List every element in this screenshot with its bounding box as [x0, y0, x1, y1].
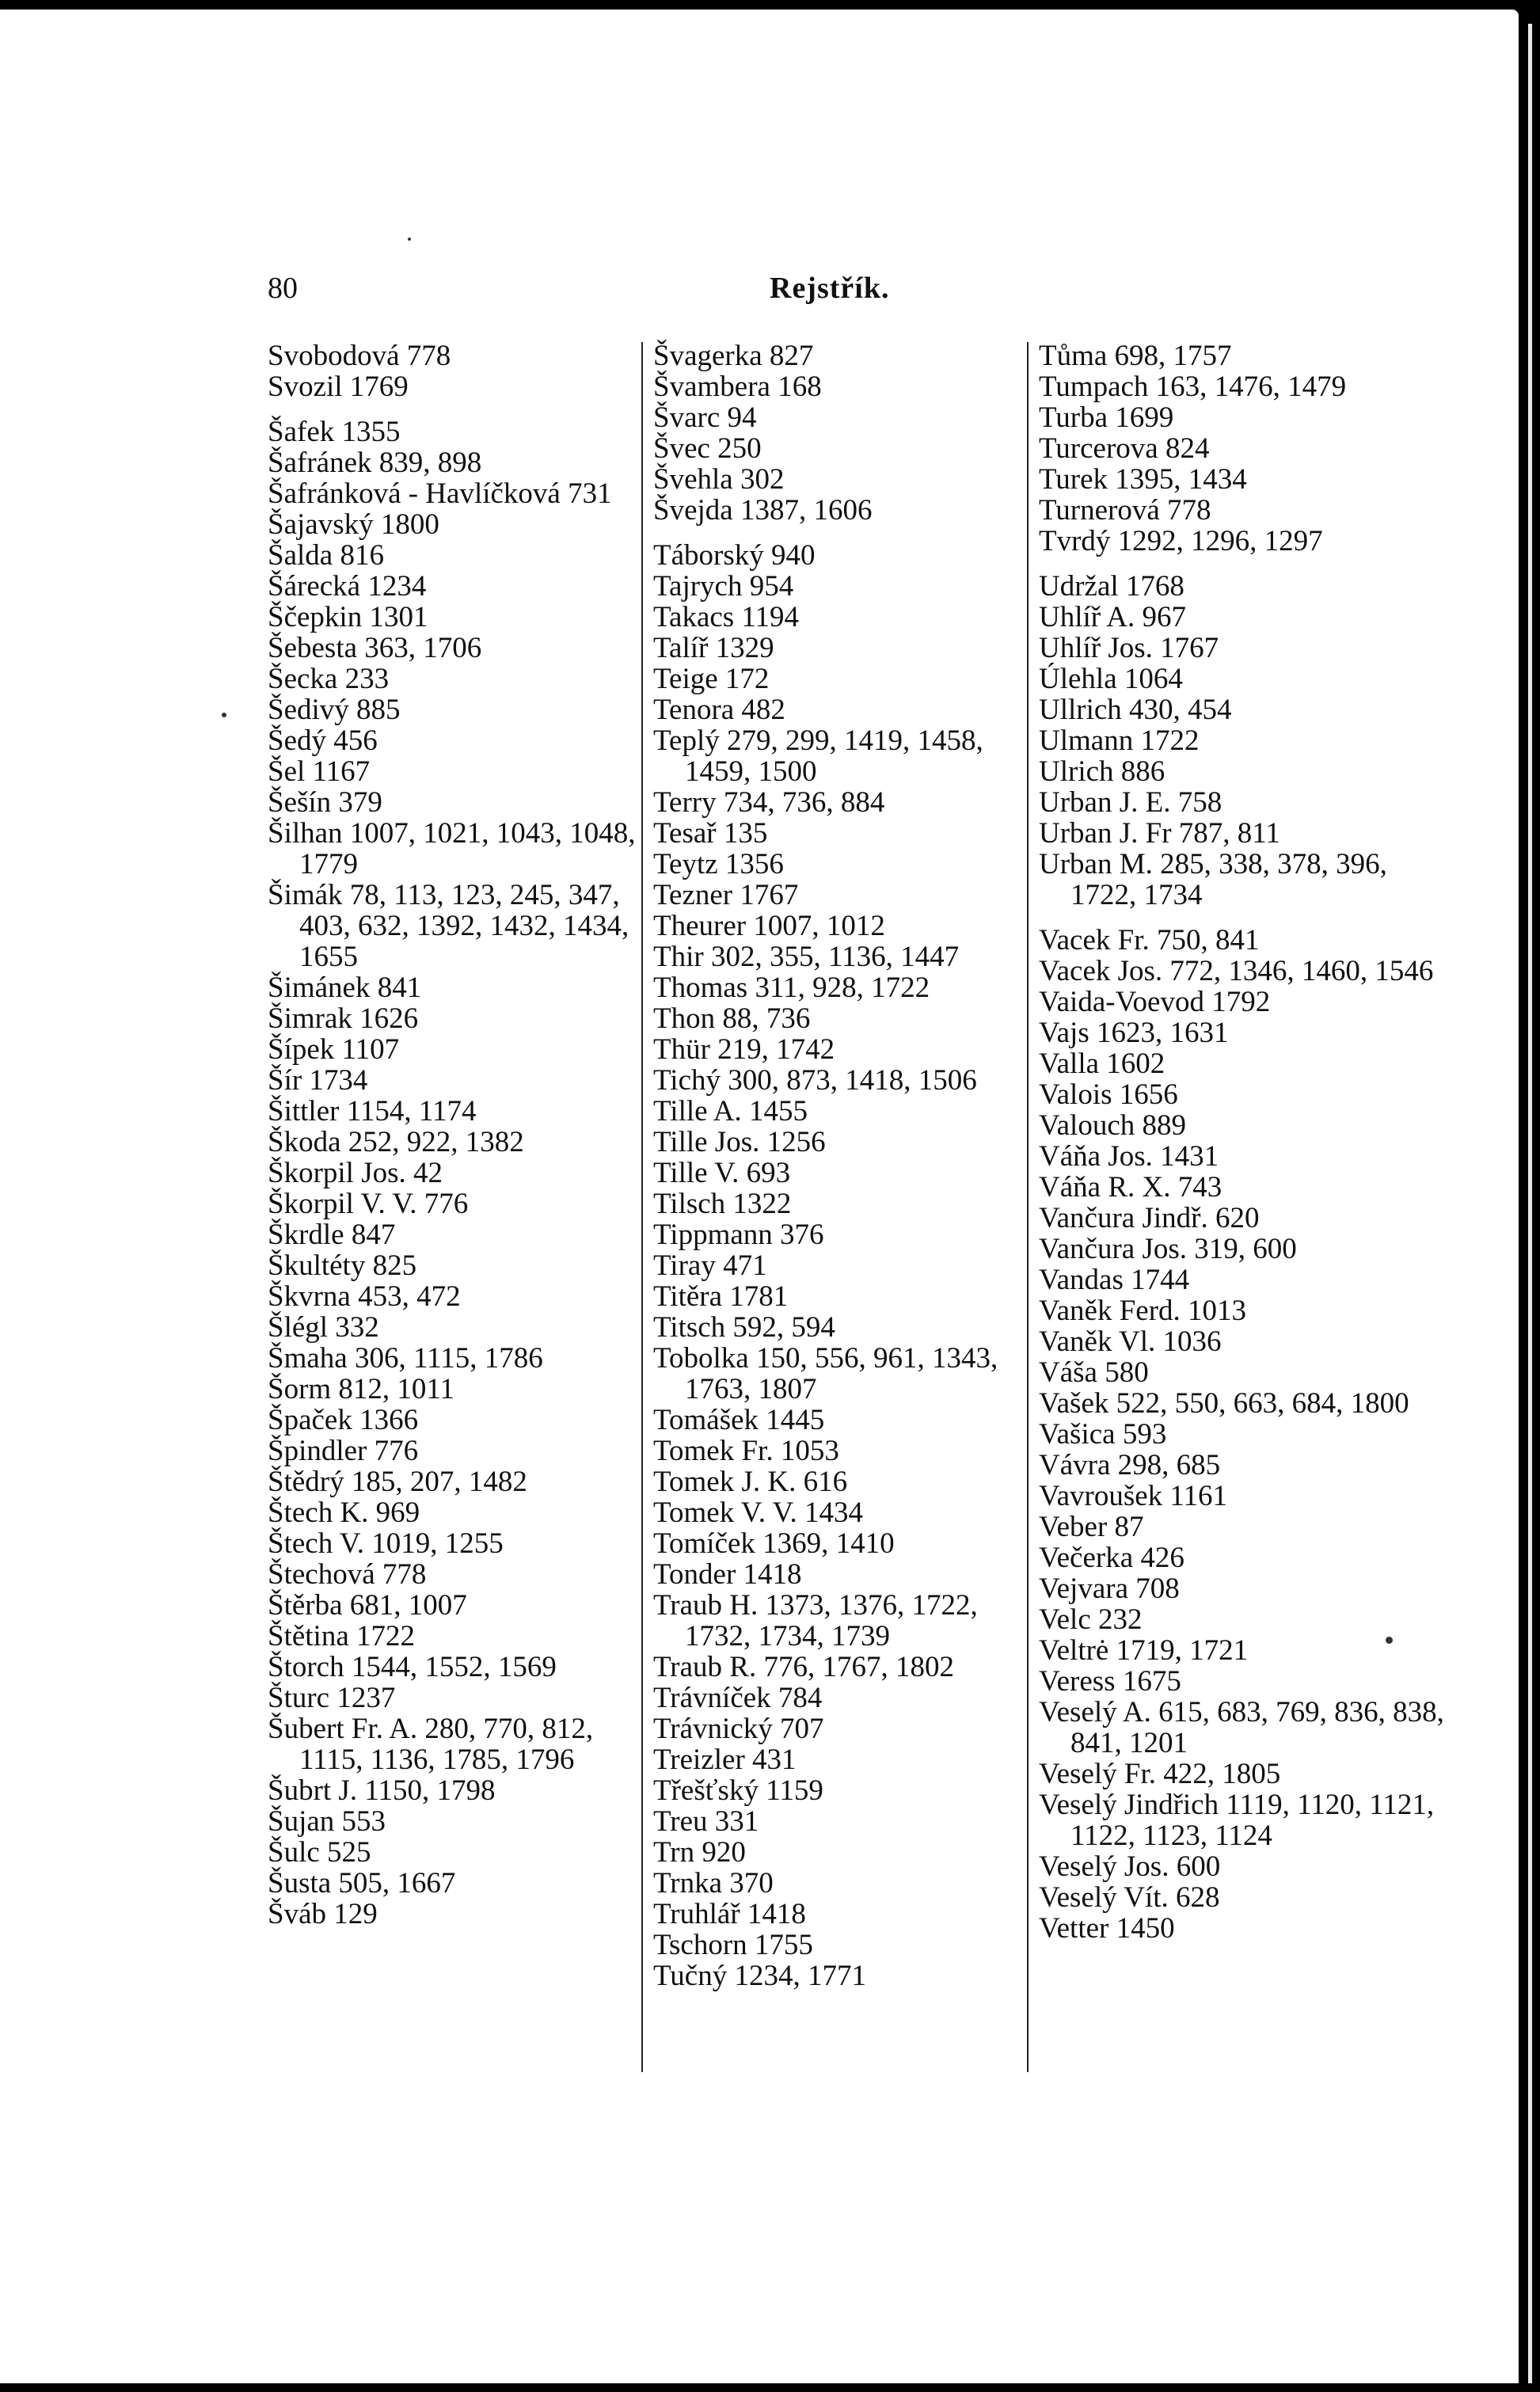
index-entry: Škultéty 825 — [268, 1249, 417, 1282]
index-entry: Táborský 940 — [653, 539, 816, 572]
index-entry: Šilhan 1007, 1021, 1043, 1048, 1779 — [268, 817, 636, 880]
index-entry: Urban M. 285, 338, 378, 396, 1722, 1734 — [1039, 848, 1387, 911]
index-entry: Turek 1395, 1434 — [1039, 463, 1247, 496]
index-entry: Šujan 553 — [268, 1805, 386, 1838]
index-entry: Šváb 129 — [268, 1898, 378, 1930]
index-entry: Tille V. 693 — [653, 1157, 791, 1189]
index-entry: Tomek V. V. 1434 — [653, 1496, 864, 1529]
index-entry: Vaněk Vl. 1036 — [1039, 1325, 1222, 1358]
index-entry: Šimánek 841 — [268, 972, 422, 1004]
index-entry: Tilsch 1322 — [653, 1188, 792, 1220]
index-column-2 — [653, 340, 1029, 1991]
index-column-3 — [1039, 340, 1451, 1944]
index-entry: Šittler 1154, 1174 — [268, 1095, 477, 1128]
index-entry: Valois 1656 — [1039, 1078, 1178, 1111]
index-entry: Štědrý 185, 207, 1482 — [268, 1466, 527, 1498]
index-entry: Truhlář 1418 — [653, 1898, 806, 1930]
index-entry: Šulc 525 — [268, 1836, 371, 1869]
index-entry: Ulrich 886 — [1039, 755, 1165, 788]
index-entry: Štech K. 969 — [268, 1496, 420, 1529]
index-entry: Šípek 1107 — [268, 1033, 400, 1066]
index-entry: Tezner 1767 — [653, 879, 799, 911]
index-entry: Šlégl 332 — [268, 1311, 379, 1344]
index-entry: Šárecká 1234 — [268, 570, 427, 603]
index-entry: Štorch 1544, 1552, 1569 — [268, 1651, 557, 1683]
index-entry: Urban J. E. 758 — [1039, 786, 1222, 819]
index-entry: Tichý 300, 873, 1418, 1506 — [653, 1064, 977, 1097]
index-entry: Vetter 1450 — [1039, 1912, 1175, 1945]
index-entry: Váňa R. X. 743 — [1039, 1171, 1222, 1204]
index-entry: Třešťský 1159 — [653, 1774, 823, 1807]
index-entry: Švehla 302 — [653, 463, 785, 496]
running-head: Rejstřík. — [770, 272, 890, 305]
index-entry: Švec 250 — [653, 432, 762, 465]
index-entry: Teytz 1356 — [653, 848, 784, 880]
index-entry: Šajavský 1800 — [268, 508, 439, 541]
index-entry: Šafránek 839, 898 — [268, 447, 482, 479]
index-entry: Šešín 379 — [268, 786, 382, 819]
index-entry: Trávnický 707 — [653, 1713, 824, 1745]
index-entry: Švambera 168 — [653, 371, 822, 403]
index-entry: Tesař 135 — [653, 817, 768, 850]
page-edge — [1528, 24, 1532, 2383]
index-entry: Škvrna 453, 472 — [268, 1280, 461, 1313]
index-entry: Škrdle 847 — [268, 1219, 396, 1251]
index-entry: Vejvara 708 — [1039, 1572, 1180, 1605]
index-entry: Škorpil Jos. 42 — [268, 1157, 443, 1189]
index-entry: Tomek J. K. 616 — [653, 1466, 848, 1498]
index-entry: Šel 1167 — [268, 755, 371, 788]
index-entry: Tenora 482 — [653, 694, 785, 726]
index-entry: Štechová 778 — [268, 1558, 427, 1591]
index-entry: Šafránková - Havlíčková 731 — [268, 477, 612, 510]
index-entry: Veselý Jindřich 1119, 1120, 1121, 1122, 1123, 1124 — [1039, 1789, 1435, 1852]
index-entry: Talíř 1329 — [653, 632, 774, 664]
index-entry: Thomas 311, 928, 1722 — [653, 972, 930, 1004]
index-entry: Treu 331 — [653, 1805, 759, 1838]
index-entry: Vašica 593 — [1039, 1418, 1167, 1451]
index-entry: Urban J. Fr 787, 811 — [1039, 817, 1280, 850]
index-entry: Velc 232 — [1039, 1603, 1143, 1636]
index-entry: Švejda 1387, 1606 — [653, 494, 873, 527]
index-entry: Šimák 78, 113, 123, 245, 347, 403, 632, 1392, 1432, 1434, 1655 — [268, 879, 629, 973]
index-entry: Thir 302, 355, 1136, 1447 — [653, 941, 960, 973]
index-entry: Štěrba 681, 1007 — [268, 1589, 467, 1622]
index-entry: Teige 172 — [653, 663, 770, 695]
index-entry: Škorpil V. V. 776 — [268, 1188, 469, 1220]
index-entry: Tobolka 150, 556, 961, 1343, 1763, 1807 — [653, 1342, 998, 1405]
index-entry: Škoda 252, 922, 1382 — [268, 1126, 524, 1158]
index-entry: Úlehla 1064 — [1039, 663, 1183, 695]
scan-speck — [222, 713, 226, 717]
index-entry: Tschorn 1755 — [653, 1929, 813, 1961]
index-entry: Tille A. 1455 — [653, 1095, 808, 1128]
index-entry: Thon 88, 736 — [653, 1002, 811, 1035]
index-entry: Tumpach 163, 1476, 1479 — [1039, 371, 1347, 403]
index-entry: Vajs 1623, 1631 — [1039, 1017, 1229, 1049]
index-entry: Svobodová 778 — [268, 340, 451, 372]
index-entry: Vančura Jindř. 620 — [1039, 1202, 1260, 1234]
index-entry: Šedivý 885 — [268, 694, 401, 726]
index-entry: Vacek Jos. 772, 1346, 1460, 1546 — [1039, 955, 1434, 987]
index-entry: Šusta 505, 1667 — [268, 1867, 456, 1900]
index-entry: Tomášek 1445 — [653, 1404, 825, 1436]
index-entry: Trávníček 784 — [653, 1682, 823, 1714]
index-entry: Veber 87 — [1039, 1511, 1144, 1543]
index-entry: Váša 580 — [1039, 1356, 1149, 1389]
index-entry: Vavroušek 1161 — [1039, 1480, 1228, 1512]
index-entry: Tučný 1234, 1771 — [653, 1960, 866, 1992]
index-entry: Špaček 1366 — [268, 1404, 419, 1436]
index-entry: Šafek 1355 — [268, 416, 401, 448]
index-entry: Veselý A. 615, 683, 769, 836, 838, 841, 1201 — [1039, 1696, 1444, 1759]
index-entry: Tonder 1418 — [653, 1558, 802, 1591]
index-entry: Uhlíř A. 967 — [1039, 601, 1187, 633]
index-entry: Šubrt J. 1150, 1798 — [268, 1774, 496, 1807]
index-entry: Veltrė 1719, 1721 — [1039, 1634, 1249, 1667]
index-entry: Vašek 522, 550, 663, 684, 1800 — [1039, 1387, 1409, 1420]
index-entry: Šalda 816 — [268, 539, 384, 572]
index-entry: Ullrich 430, 454 — [1039, 694, 1232, 726]
index-entry: Theurer 1007, 1012 — [653, 910, 885, 942]
index-entry: Turnerová 778 — [1039, 494, 1211, 527]
index-entry: Veselý Fr. 422, 1805 — [1039, 1758, 1281, 1790]
column-divider-1 — [641, 342, 643, 2072]
index-entry: Vaněk Ferd. 1013 — [1039, 1295, 1247, 1327]
index-entry: Turba 1699 — [1039, 401, 1174, 434]
index-entry: Šedý 456 — [268, 724, 378, 757]
index-entry: Titěra 1781 — [653, 1280, 789, 1313]
scan-speck — [408, 238, 411, 241]
index-entry: Trnka 370 — [653, 1867, 774, 1900]
index-entry: Traub R. 776, 1767, 1802 — [653, 1651, 954, 1683]
index-entry: Veselý Jos. 600 — [1039, 1850, 1221, 1883]
index-entry: Šimrak 1626 — [268, 1002, 419, 1035]
index-entry: Ščepkin 1301 — [268, 601, 428, 633]
index-entry: Takacs 1194 — [653, 601, 800, 633]
index-entry: Titsch 592, 594 — [653, 1311, 835, 1344]
index-entry: Turcerova 824 — [1039, 432, 1210, 465]
index-entry: Terry 734, 736, 884 — [653, 786, 885, 819]
index-entry: Štětina 1722 — [268, 1620, 416, 1652]
index-entry: Špindler 776 — [268, 1435, 419, 1467]
index-entry: Valouch 889 — [1039, 1109, 1186, 1142]
index-entry: Tůma 698, 1757 — [1039, 340, 1232, 372]
index-entry: Uhlíř Jos. 1767 — [1039, 632, 1219, 664]
index-entry: Šubert Fr. A. 280, 770, 812, 1115, 1136, 1785, 1796 — [268, 1713, 594, 1776]
index-entry: Šecka 233 — [268, 663, 390, 695]
index-entry: Udržal 1768 — [1039, 570, 1184, 603]
index-entry: Svozil 1769 — [268, 371, 409, 403]
index-entry: Vacek Fr. 750, 841 — [1039, 924, 1260, 956]
scan-speck — [1386, 1637, 1393, 1644]
index-entry: Váňa Jos. 1431 — [1039, 1140, 1219, 1173]
index-column-1 — [268, 340, 640, 1930]
index-page — [0, 10, 1519, 2383]
index-entry: Štech V. 1019, 1255 — [268, 1527, 504, 1560]
index-entry: Tvrdý 1292, 1296, 1297 — [1039, 525, 1323, 557]
index-entry: Traub H. 1373, 1376, 1722, 1732, 1734, 1739 — [653, 1589, 978, 1652]
page-number: 80 — [268, 272, 298, 305]
index-entry: Veselý Vít. 628 — [1039, 1881, 1220, 1914]
index-entry: Ulmann 1722 — [1039, 724, 1200, 757]
index-entry: Veress 1675 — [1039, 1665, 1181, 1698]
index-entry: Vančura Jos. 319, 600 — [1039, 1233, 1297, 1265]
index-entry: Vávra 298, 685 — [1039, 1449, 1221, 1481]
index-entry: Tippmann 376 — [653, 1219, 824, 1251]
index-entry: Švagerka 827 — [653, 340, 814, 372]
index-entry: Trn 920 — [653, 1836, 746, 1869]
index-entry: Šebesta 363, 1706 — [268, 632, 482, 664]
index-entry: Tomíček 1369, 1410 — [653, 1527, 895, 1560]
index-entry: Vandas 1744 — [1039, 1264, 1190, 1296]
index-entry: Šmaha 306, 1115, 1786 — [268, 1342, 543, 1375]
index-entry: Večerka 426 — [1039, 1542, 1184, 1574]
index-entry: Švarc 94 — [653, 401, 757, 434]
index-entry: Tiray 471 — [653, 1249, 767, 1282]
index-entry: Valla 1602 — [1039, 1048, 1165, 1080]
index-entry: Šorm 812, 1011 — [268, 1373, 455, 1405]
index-entry: Tille Jos. 1256 — [653, 1126, 826, 1158]
index-entry: Šturc 1237 — [268, 1682, 396, 1714]
index-entry: Vaida-Voevod 1792 — [1039, 986, 1271, 1018]
index-entry: Teplý 279, 299, 1419, 1458, 1459, 1500 — [653, 724, 983, 788]
index-entry: Treizler 431 — [653, 1744, 797, 1776]
index-entry: Tomek Fr. 1053 — [653, 1435, 839, 1467]
index-entry: Šír 1734 — [268, 1064, 368, 1097]
index-entry: Thür 219, 1742 — [653, 1033, 835, 1066]
index-entry: Tajrych 954 — [653, 570, 794, 603]
